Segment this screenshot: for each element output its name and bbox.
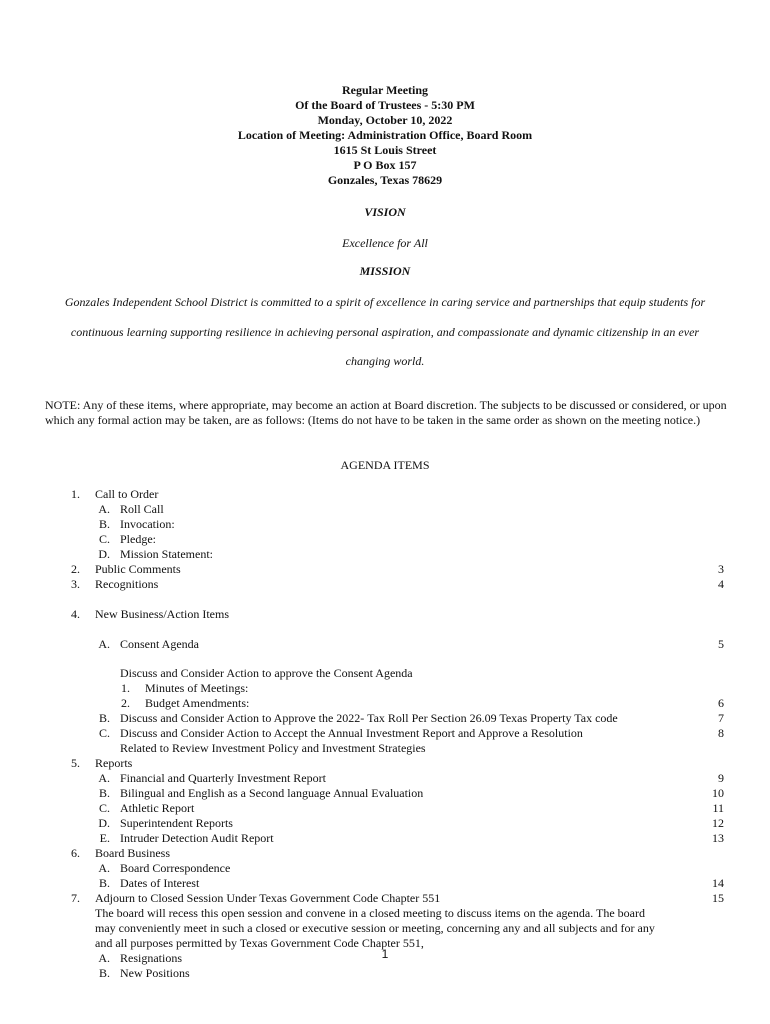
mission-line-3: changing world. — [345, 354, 425, 368]
item-letter: C. — [98, 726, 110, 740]
item-text: Discuss and Consider Action to Accept the Annual Investment Report and Approve a Resolution — [120, 726, 583, 740]
agenda-item — [0, 487, 770, 502]
item-text: Related to Review Investment Policy and Investment Strategies — [120, 741, 426, 755]
agenda-item — [0, 577, 770, 592]
item-text: Bilingual and English as a Second language Annual Evaluation — [120, 786, 424, 800]
item-text: Financial and Quarterly Investment Report — [120, 771, 326, 785]
agenda-item — [0, 562, 770, 577]
item-letter: A. — [98, 502, 110, 516]
agenda-subitem — [0, 666, 770, 681]
mission-heading: MISSION — [359, 264, 411, 278]
item-letter: C. — [98, 532, 110, 546]
item-text: Invocation: — [120, 517, 175, 531]
item-page: 15 — [712, 891, 724, 905]
item-text: Pledge: — [120, 532, 156, 546]
meeting-date: Monday, October 10, 2022 — [317, 113, 453, 127]
agenda-subitem — [0, 517, 770, 532]
agenda-subitem — [0, 876, 770, 891]
item-letter: B. — [98, 966, 110, 980]
item-text: New Positions — [120, 966, 190, 980]
item-text: Mission Statement: — [120, 547, 213, 561]
item-letter: D. — [98, 547, 110, 561]
closed-session-item — [0, 966, 770, 981]
item-letter: B. — [98, 711, 110, 725]
agenda-subitem — [0, 532, 770, 547]
item-text: Consent Agenda — [120, 637, 199, 651]
agenda-title: AGENDA ITEMS — [340, 458, 430, 472]
item-text: Superintendent Reports — [120, 816, 233, 830]
note-paragraph: NOTE: Any of these items, where appropriate, may become an action at Board discretion. The subjects to be discussed or considered, or upon which any formal action may be taken, are as follows: (Items do not have to be taken in the same order as shown on the meeting notice.) — [45, 398, 727, 427]
item-text: Reports — [95, 756, 133, 770]
item-number: 4. — [71, 607, 80, 621]
mission-line-2: continuous learning supporting resilience in achieving personal aspiration, and compassionate and dynamic citizenship in an ever — [70, 325, 700, 339]
agenda-subitem — [0, 637, 770, 652]
agenda-subitem — [0, 786, 770, 801]
closed-session-paragraph: The board will recess this open session and convene in a closed meeting to discuss items on the agenda. The board may conveniently meet in such a closed or executive session or meeting, concerning any and all subjects and for any and all purposes permitted by Texas Government Code Chapter 551, — [95, 906, 655, 950]
item-page: 7 — [718, 711, 724, 725]
item-page: 4 — [718, 577, 724, 591]
item-letter: C. — [98, 801, 110, 815]
item-page: 14 — [712, 876, 724, 890]
item-page: 5 — [718, 637, 724, 651]
agenda-subitem — [0, 726, 770, 741]
item-text: Call to Order — [95, 487, 159, 501]
item-text: Recognitions — [95, 577, 159, 591]
item-text: Board Correspondence — [120, 861, 231, 875]
vision-text: Excellence for All — [342, 236, 428, 250]
item-letter: A. — [98, 861, 110, 875]
item-text: Athletic Report — [120, 801, 195, 815]
item-number: 5. — [71, 756, 80, 770]
item-page: 13 — [712, 831, 724, 845]
agenda-item — [0, 756, 770, 771]
agenda-subitem — [0, 502, 770, 517]
item-letter: D. — [98, 816, 110, 830]
item-letter: A. — [98, 771, 110, 785]
item-text: Discuss and Consider Action to Approve the 2022- Tax Roll Per Section 26.09 Texas Property Tax code — [120, 711, 618, 725]
item-number: 1. — [71, 487, 80, 501]
item-page: 3 — [718, 562, 724, 576]
agenda-subitem — [0, 831, 770, 846]
agenda-subitem — [0, 801, 770, 816]
item-text: Resignations — [120, 951, 182, 965]
item-text: Minutes of Meetings: — [145, 681, 249, 695]
page-number: 1 — [381, 947, 389, 961]
agenda-subitem — [0, 861, 770, 876]
item-text: Board Business — [95, 846, 170, 860]
agenda-item — [0, 607, 770, 622]
item-page: 8 — [718, 726, 724, 740]
address-po-box: P O Box 157 — [353, 158, 417, 172]
agenda-item — [0, 891, 770, 906]
item-text: New Business/Action Items — [95, 607, 229, 621]
item-number: 7. — [71, 891, 80, 905]
agenda-subsubitem — [0, 681, 770, 696]
item-number: 3. — [71, 577, 80, 591]
vision-heading: VISION — [364, 205, 406, 219]
item-text: Intruder Detection Audit Report — [120, 831, 274, 845]
item-page: 12 — [712, 816, 724, 830]
agenda-subitem — [0, 547, 770, 562]
item-page: 6 — [718, 696, 724, 710]
item-letter: B. — [98, 876, 110, 890]
meeting-board-time: Of the Board of Trustees - 5:30 PM — [295, 98, 475, 112]
item-page: 9 — [718, 771, 724, 785]
item-number: 2. — [121, 696, 130, 710]
item-letter: B. — [98, 786, 110, 800]
item-letter: E. — [99, 831, 110, 845]
address-street: 1615 St Louis Street — [333, 143, 437, 157]
item-text: Dates of Interest — [120, 876, 200, 890]
meeting-type: Regular Meeting — [341, 83, 429, 97]
agenda-subitem — [0, 711, 770, 726]
item-letter: A. — [98, 951, 110, 965]
mission-line-1: Gonzales Independent School District is committed to a spirit of excellence in caring service and partnerships that equip students for — [64, 295, 706, 309]
item-page: 10 — [712, 786, 724, 800]
item-letter: B. — [98, 517, 110, 531]
item-page: 11 — [712, 801, 724, 815]
agenda-subitem — [0, 741, 770, 756]
meeting-location: Location of Meeting: Administration Office, Board Room — [237, 128, 533, 142]
agenda-item — [0, 846, 770, 861]
item-letter: A. — [98, 637, 110, 651]
agenda-subitem — [0, 771, 770, 786]
item-number: 2. — [71, 562, 80, 576]
item-number: 6. — [71, 846, 80, 860]
agenda-subsubitem — [0, 696, 770, 711]
item-text: Discuss and Consider Action to approve the Consent Agenda — [120, 666, 413, 680]
item-text: Roll Call — [120, 502, 164, 516]
item-number: 1. — [121, 681, 130, 695]
item-text: Public Comments — [95, 562, 181, 576]
address-city: Gonzales, Texas 78629 — [327, 173, 443, 187]
item-text: Budget Amendments: — [145, 696, 250, 710]
item-text: Adjourn to Closed Session Under Texas Government Code Chapter 551 — [95, 891, 441, 905]
agenda-subitem — [0, 816, 770, 831]
